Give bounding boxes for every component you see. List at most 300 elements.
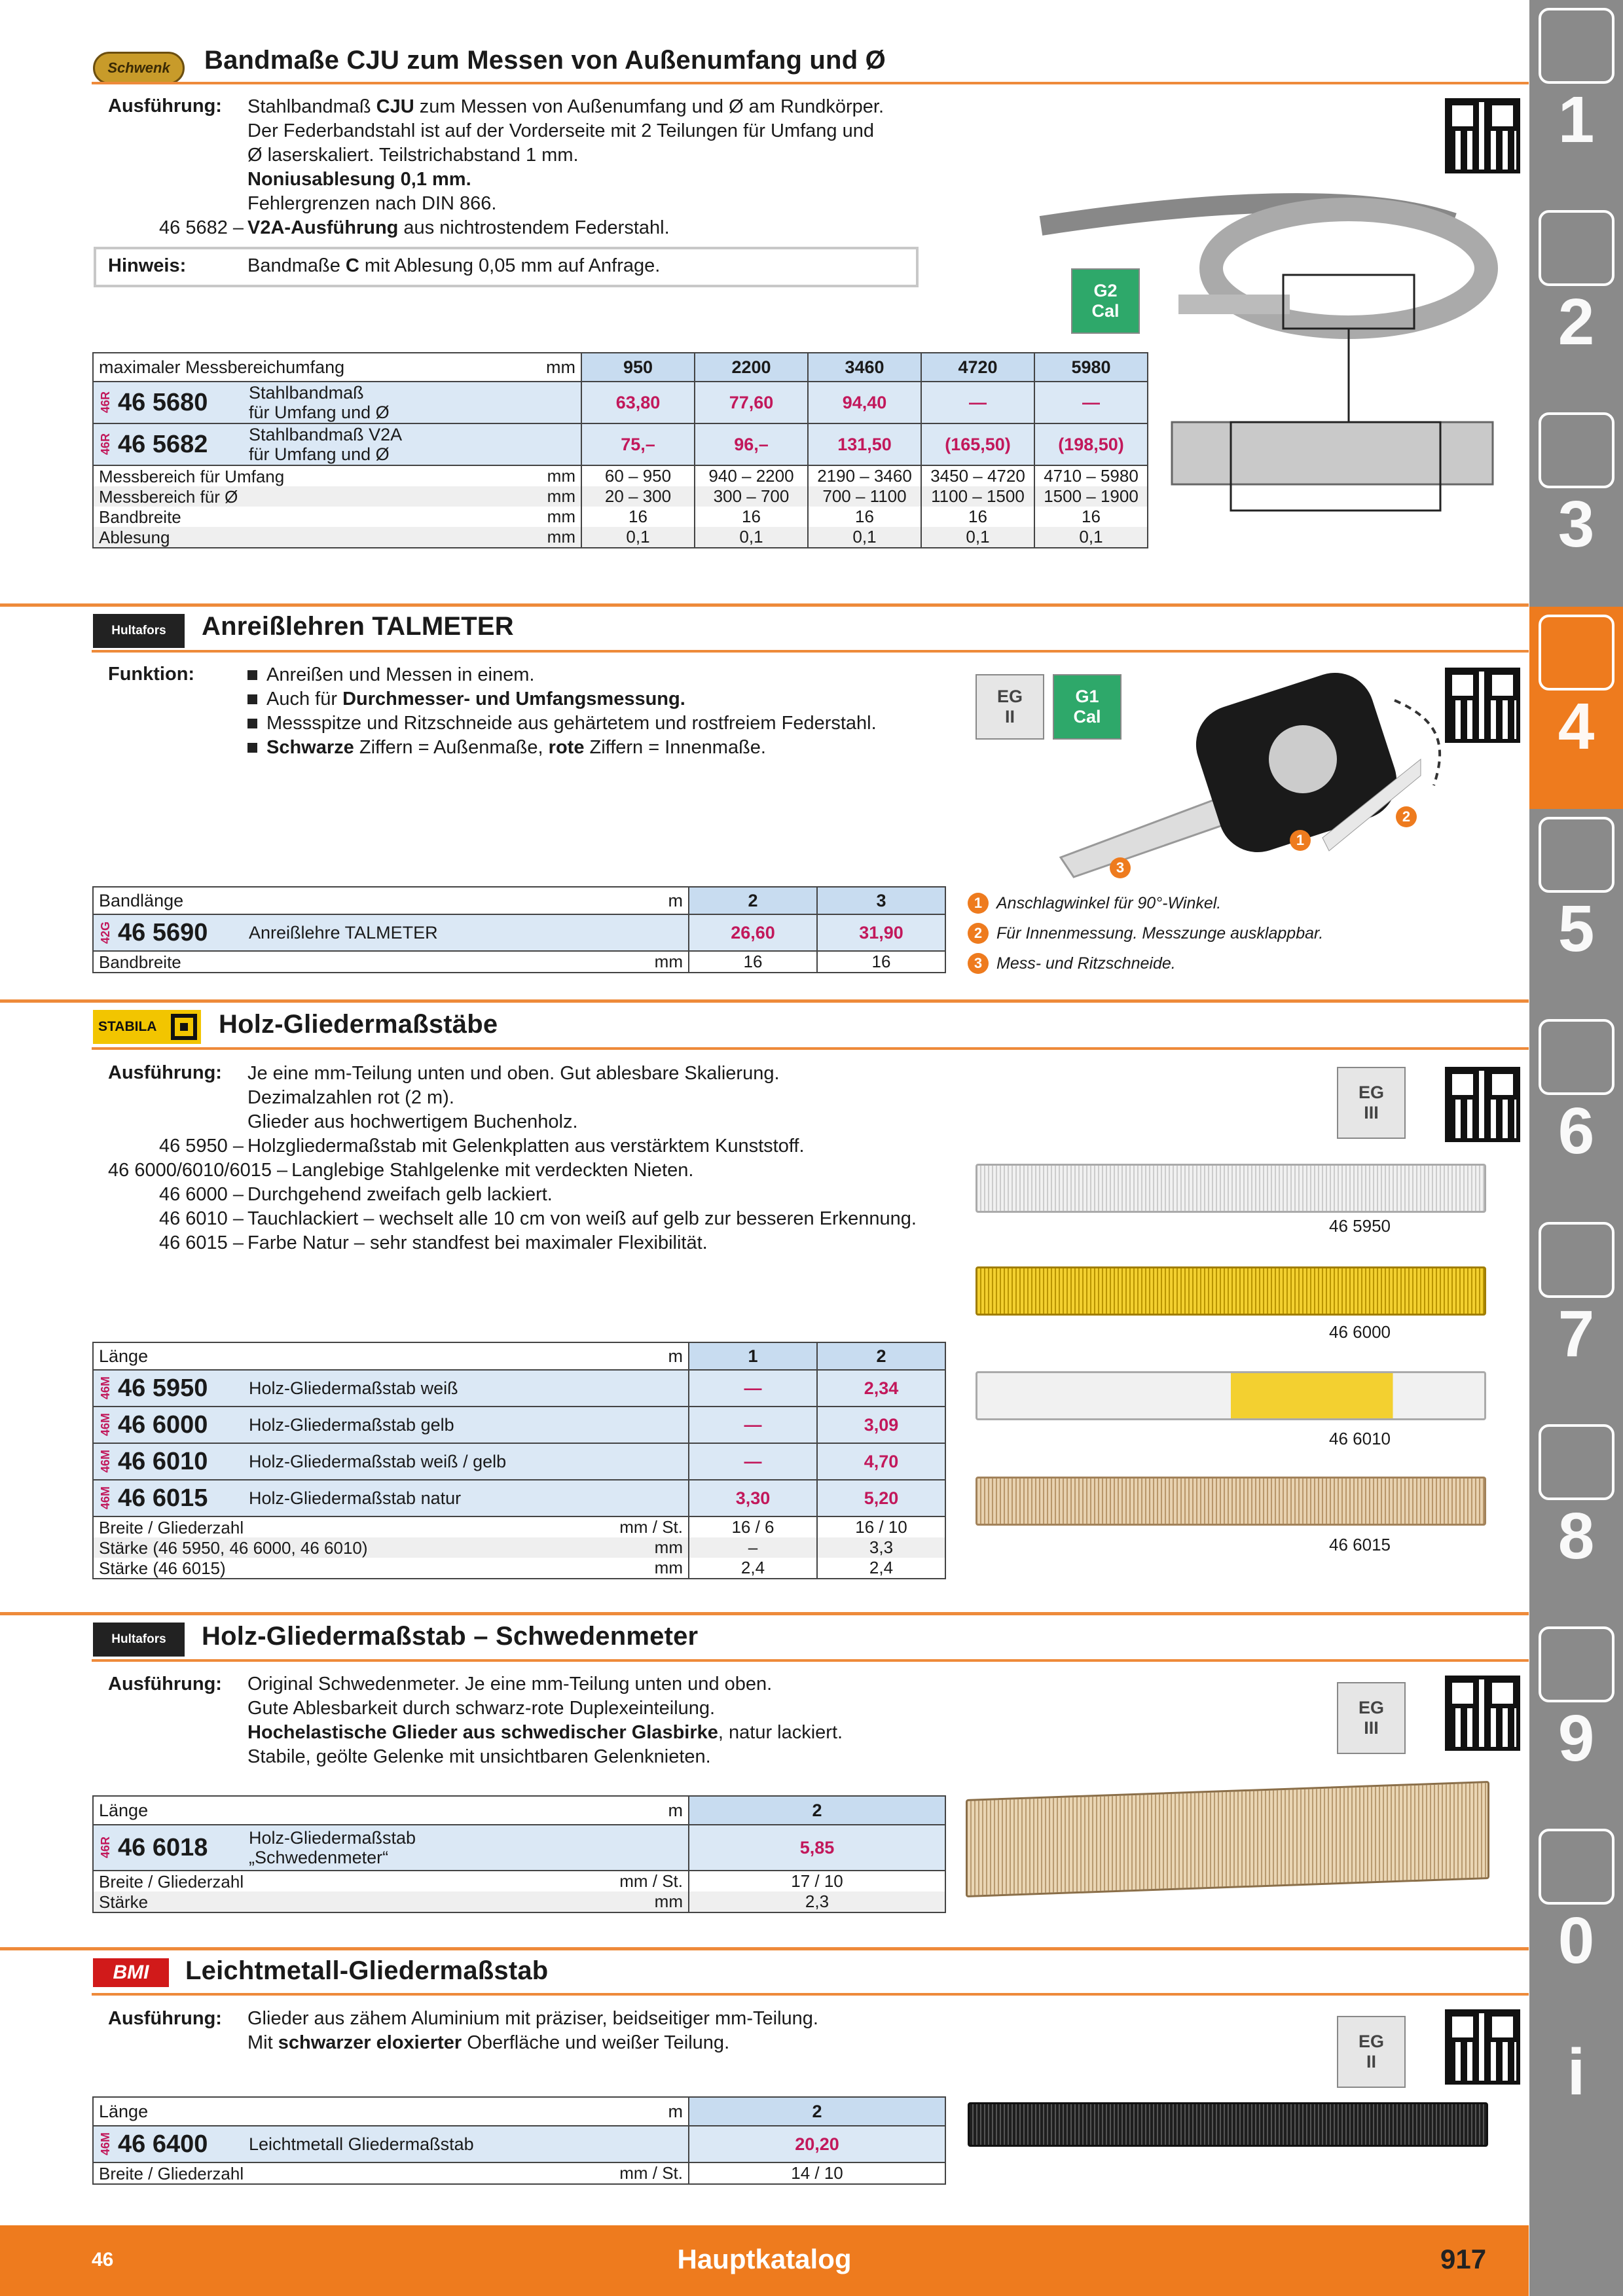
sidebar-tab-6[interactable]: [1529, 1011, 1623, 1213]
spec-label: Breite / Gliederzahl: [93, 1516, 614, 1537]
badge-line: Cal: [1091, 301, 1120, 321]
s5-description: [247, 2007, 818, 2055]
spec-row: [93, 2162, 945, 2184]
price-cell: 2,34: [817, 1370, 945, 1407]
spec-unit: mm: [614, 1892, 689, 1912]
spec-value: 60 – 950: [581, 465, 695, 486]
callout-marker-2: 2: [1396, 806, 1417, 827]
callout-marker-3: 3: [1110, 857, 1131, 878]
sidebar-tab-digit: 3: [1558, 488, 1595, 562]
s3-items: [108, 1134, 959, 1255]
price-cell: 96,–: [695, 423, 808, 465]
insert-icon: [1539, 210, 1614, 286]
bullet-text: Auch für Durchmesser- und Umfangsmessung.: [266, 689, 685, 709]
price-cell: —: [1034, 382, 1148, 423]
spec-value: 16: [1034, 507, 1148, 527]
price-cell: —: [689, 1443, 817, 1480]
price-cell: 94,40: [808, 382, 921, 423]
eg-badge-iii: [1337, 1067, 1406, 1139]
item-code: 46 5950 –: [158, 1136, 244, 1157]
eg-badge-ii: [976, 674, 1044, 740]
price-group: 46M: [99, 2132, 112, 2156]
price-cell: (165,50): [921, 423, 1034, 465]
callout-number: 2: [968, 923, 989, 944]
table-header-row: [93, 353, 1148, 382]
spec-unit: mm / St.: [614, 1871, 689, 1892]
spec-unit: mm: [536, 486, 581, 507]
item-code: 46 6010 –: [158, 1208, 244, 1229]
badge-line: G2: [1093, 281, 1118, 300]
s5-line: Glieder aus zähem Aluminium mit präziser, beidseitiger mm-Teilung.: [247, 2008, 818, 2029]
item-text: Tauchlackiert – wechselt alle 10 cm von weiß auf gelb zur besseren Erkennung.: [247, 1208, 917, 1229]
header-column: 4720: [921, 353, 1034, 382]
table-header-row: [93, 1342, 945, 1370]
callout-number: 1: [968, 893, 989, 914]
sidebar-tab-digit: 5: [1558, 892, 1595, 966]
price-cell: 5,20: [817, 1480, 945, 1516]
s1-v2a-code: 46 5682 –: [159, 217, 244, 238]
header-unit: m: [614, 2097, 689, 2126]
spec-unit: mm: [536, 527, 581, 548]
label-funktion: Funktion:: [108, 664, 195, 685]
spec-value: 16: [689, 951, 817, 973]
badge-line: EG: [1358, 2032, 1384, 2051]
spec-label: Messbereich für Umfang: [93, 465, 536, 486]
bullet-text: Schwarze Ziffern = Außenmaße, rote Ziffern = Innenmaße.: [266, 737, 766, 758]
sidebar-tab-8[interactable]: [1529, 1416, 1623, 1619]
spec-value: 16: [808, 507, 921, 527]
sidebar-tab-5[interactable]: [1529, 809, 1623, 1011]
spec-row: [93, 1871, 945, 1892]
product-code-cell: [93, 914, 244, 951]
sidebar-tab-3[interactable]: [1529, 404, 1623, 607]
talmeter-photo: [1054, 661, 1460, 884]
badge-line: II: [1366, 2052, 1376, 2072]
schwenk-logo: Schwenk: [93, 52, 185, 84]
header-column: 5980: [1034, 353, 1148, 382]
callout-2: [968, 923, 1323, 944]
product-code: 46 5682: [118, 430, 208, 458]
spec-value: 16: [817, 951, 945, 973]
price-cell: 131,50: [808, 423, 921, 465]
s3-description: [247, 1062, 780, 1134]
ruler-photo-466018: [966, 1781, 1489, 1897]
s1-v2a-text: V2A-Ausführung aus nichtrostendem Federstahl.: [247, 217, 670, 238]
photo-caption: 46 6015: [1329, 1535, 1391, 1554]
spec-value: 2,4: [817, 1558, 945, 1579]
product-code: 46 6000: [118, 1410, 208, 1439]
product-description: Stahlbandmaß für Umfang und Ø: [244, 382, 581, 423]
bmi-logo: BMI: [93, 1958, 169, 1987]
spec-value: 1100 – 1500: [921, 486, 1034, 507]
spec-label: Ablesung: [93, 527, 536, 548]
s4-line: Hochelastische Glieder aus schwedischer Glasbirke, natur lackiert.: [247, 1722, 843, 1743]
header-label: maximaler Messbereichumfang: [93, 353, 536, 382]
spec-value: 4710 – 5980: [1034, 465, 1148, 486]
label-ausfuehrung: Ausführung:: [108, 96, 222, 117]
product-row: [93, 423, 1148, 465]
eg-badge-iii: [1337, 1682, 1406, 1754]
callout-text: Für Innenmessung. Messzunge ausklappbar.: [996, 924, 1324, 942]
spec-value: 2,3: [689, 1892, 945, 1912]
price-cell: (198,50): [1034, 423, 1148, 465]
section-title-leichtmetall: Leichtmetall-Gliedermaßstab: [185, 1956, 549, 1985]
s3-line: Dezimalzahlen rot (2 m).: [247, 1087, 454, 1108]
product-description: Stahlbandmaß V2A für Umfang und Ø: [244, 423, 581, 465]
spec-label: Stärke (46 5950, 46 6000, 46 6010): [93, 1537, 614, 1558]
s1-line: Noniusablesung 0,1 mm.: [247, 169, 471, 190]
sidebar-tab-i[interactable]: [1529, 2023, 1623, 2225]
spec-value: 940 – 2200: [695, 465, 808, 486]
product-code-cell: [93, 1825, 244, 1871]
spec-label: Breite / Gliederzahl: [93, 2162, 614, 2184]
spec-row: [93, 465, 1148, 486]
price-cell: 5,85: [689, 1825, 945, 1871]
footer-page-right: 917: [1440, 2244, 1487, 2274]
s4-line: Gute Ablesbarkeit durch schwarz-rote Duplexeinteilung.: [247, 1698, 716, 1719]
price-cell: 75,–: [581, 423, 695, 465]
safety-icon: [1539, 1829, 1614, 1905]
spec-value: 16: [921, 507, 1034, 527]
header-label: Länge: [93, 2097, 614, 2126]
s3-item: [108, 1158, 959, 1183]
header-column: 2: [817, 1342, 945, 1370]
spec-label: Stärke (46 6015): [93, 1558, 614, 1579]
price-group: 46R: [99, 433, 112, 456]
product-row: [93, 382, 1148, 423]
s1-line: Fehlergrenzen nach DIN 866.: [247, 193, 497, 214]
product-code: 46 6015: [118, 1484, 208, 1512]
callout-1: [968, 893, 1221, 914]
footer-page-left: 46: [92, 2249, 114, 2270]
callout-text: Mess- und Ritzschneide.: [996, 954, 1176, 973]
sidebar-tab-2[interactable]: [1529, 202, 1623, 404]
table-leichtmetall: [92, 2096, 946, 2185]
price-group: 46M: [99, 1450, 112, 1473]
section-title-holz: Holz-Gliedermaßstäbe: [219, 1010, 498, 1039]
spec-value: 0,1: [808, 527, 921, 548]
badge-line: III: [1364, 1103, 1379, 1122]
s4-description: [247, 1672, 843, 1769]
hint-label: Hinweis:: [108, 255, 187, 276]
price-group: 46M: [99, 1376, 112, 1400]
photo-caption: 46 6010: [1329, 1429, 1391, 1448]
section-divider: [0, 603, 1529, 607]
footer-bar: [0, 2225, 1529, 2296]
spec-value: 3,3: [817, 1537, 945, 1558]
spec-row: [93, 1558, 945, 1579]
product-code: 46 5680: [118, 388, 208, 416]
hint-text: Bandmaße C mit Ablesung 0,05 mm auf Anfrage.: [247, 255, 661, 276]
saw-blade-icon: [1539, 817, 1614, 893]
qr-code-3: [1445, 1067, 1520, 1142]
s3-item: [108, 1183, 959, 1207]
price-cell: 4,70: [817, 1443, 945, 1480]
s2-bullets: [247, 663, 877, 760]
price-cell: 20,20: [689, 2126, 945, 2162]
badge-line: EG: [1358, 1698, 1384, 1717]
bullet-text: Anreißen und Messen in einem.: [266, 664, 535, 685]
bullet-text: Messspitze und Ritzschneide aus gehärtetem und rostfreiem Federstahl.: [266, 713, 877, 734]
section-divider: [92, 82, 1529, 84]
spec-unit: mm: [643, 951, 689, 973]
s3-item: [108, 1207, 959, 1231]
table-holz: [92, 1342, 946, 1579]
s3-item: [108, 1231, 959, 1255]
price-cell: —: [689, 1370, 817, 1407]
spec-row: [93, 1892, 945, 1912]
spec-unit: mm: [536, 507, 581, 527]
price-group: 46M: [99, 1486, 112, 1510]
s1-description: [247, 95, 884, 216]
footer-title: Hauptkatalog: [677, 2244, 852, 2274]
badge-line: G1: [1075, 687, 1099, 706]
toolbox-icon: [1539, 1424, 1614, 1500]
spec-value: 2,4: [689, 1558, 817, 1579]
spec-value: 0,1: [695, 527, 808, 548]
spec-value: 0,1: [1034, 527, 1148, 548]
s3-line: Je eine mm-Teilung unten und oben. Gut ablesbare Skalierung.: [247, 1063, 780, 1084]
item-text: Holzgliedermaßstab mit Gelenkplatten aus verstärktem Kunststoff.: [247, 1136, 805, 1157]
spec-value: 16: [581, 507, 695, 527]
price-group: 46M: [99, 1413, 112, 1437]
product-description: Leichtmetall Gliedermaßstab: [244, 2126, 689, 2162]
product-code: 46 5950: [118, 1374, 208, 1402]
spec-label: Breite / Gliederzahl: [93, 1871, 614, 1892]
product-code-cell: [93, 1407, 244, 1443]
callout-text: Anschlagwinkel für 90°-Winkel.: [996, 893, 1222, 912]
bullet-item: [247, 687, 877, 711]
badge-line: EG: [1358, 1083, 1384, 1102]
product-row: [93, 2126, 945, 2162]
s3-item: [108, 1134, 959, 1158]
sidebar-tab-9[interactable]: [1529, 1619, 1623, 1821]
s3-line: Glieder aus hochwertigem Buchenholz.: [247, 1111, 578, 1132]
bullet-item: [247, 663, 877, 687]
header-label: Länge: [93, 1796, 614, 1825]
label-ausfuehrung: Ausführung:: [108, 1062, 222, 1083]
badge-line: EG: [996, 687, 1023, 706]
section-divider: [0, 1612, 1529, 1615]
callout-3: [968, 953, 1176, 974]
spec-value: 20 – 300: [581, 486, 695, 507]
spec-unit: mm: [614, 1558, 689, 1579]
product-code: 46 5690: [118, 918, 208, 946]
spec-value: 2190 – 3460: [808, 465, 921, 486]
header-column: 1: [689, 1342, 817, 1370]
sidebar-tab-digit: 9: [1558, 1701, 1595, 1775]
table-header-row: [93, 1796, 945, 1825]
sidebar-tab-7[interactable]: [1529, 1214, 1623, 1416]
header-column: 2: [689, 887, 817, 914]
sidebar-tab-1[interactable]: [1529, 0, 1623, 202]
label-ausfuehrung: Ausführung:: [108, 1674, 222, 1695]
product-code: 46 6010: [118, 1447, 208, 1475]
spec-value: 16: [695, 507, 808, 527]
wrench-icon: [1539, 1019, 1614, 1095]
sidebar-tab-digit: 4: [1558, 690, 1595, 764]
product-code-cell: [93, 1443, 244, 1480]
sidebar-tab-digit: i: [1567, 2035, 1586, 2109]
sidebar-tab-digit: 1: [1558, 83, 1595, 156]
table-schwedenmeter: [92, 1795, 946, 1913]
spec-value: 16 / 10: [817, 1516, 945, 1537]
qr-code-1: [1445, 98, 1520, 173]
sidebar-tab-digit: 0: [1558, 1903, 1595, 1977]
item-code: 46 6000 –: [158, 1184, 244, 1205]
sidebar-tab-4[interactable]: [1529, 607, 1623, 809]
spec-value: –: [689, 1537, 817, 1558]
eg-badge-ii: [1337, 2016, 1406, 2088]
hultafors-logo: Hultafors: [93, 614, 185, 648]
section-divider: [0, 1947, 1529, 1950]
stabila-brand-text: STABILA: [98, 1019, 157, 1034]
s1-line: Ø laserskaliert. Teilstrichabstand 1 mm.: [247, 145, 579, 166]
spec-unit: mm / St.: [614, 1516, 689, 1537]
table-bandmasse: [92, 352, 1148, 548]
section-title-talmeter: Anreißlehren TALMETER: [202, 612, 514, 641]
spec-value: 1500 – 1900: [1034, 486, 1148, 507]
header-column: 2: [689, 1796, 945, 1825]
section-divider: [0, 999, 1529, 1003]
spec-value: 0,1: [581, 527, 695, 548]
product-row: [93, 914, 945, 951]
product-code: 46 6400: [118, 2130, 208, 2158]
spec-value: 16 / 6: [689, 1516, 817, 1537]
spec-value: 17 / 10: [689, 1871, 945, 1892]
sidebar-tab-digit: 2: [1558, 285, 1595, 359]
item-text: Langlebige Stahlgelenke mit verdeckten Nieten.: [291, 1160, 694, 1181]
product-code-cell: [93, 2126, 244, 2162]
product-row: [93, 1370, 945, 1407]
qr-code-5: [1445, 2009, 1520, 2085]
s5-line: Mit schwarzer eloxierter Oberfläche und weißer Teilung.: [247, 2032, 730, 2053]
header-column: 3460: [808, 353, 921, 382]
price-cell: 3,30: [689, 1480, 817, 1516]
product-description: Holz-Gliedermaßstab gelb: [244, 1407, 689, 1443]
s4-line: Original Schwedenmeter. Je eine mm-Teilung unten und oben.: [247, 1674, 773, 1695]
header-unit: m: [614, 1796, 689, 1825]
table-talmeter: [92, 886, 946, 973]
price-cell: —: [689, 1407, 817, 1443]
chuck-icon: [1539, 412, 1614, 488]
product-description: Holz-Gliedermaßstab natur: [244, 1480, 689, 1516]
product-row: [93, 1480, 945, 1516]
section-divider: [92, 1659, 1529, 1662]
price-cell: 3,09: [817, 1407, 945, 1443]
spec-label: Bandbreite: [93, 951, 643, 973]
price-cell: 26,60: [689, 914, 817, 951]
callout-number: 3: [968, 953, 989, 974]
spec-label: Messbereich für Ø: [93, 486, 536, 507]
ruler-photo-466015: [976, 1477, 1486, 1526]
header-column: 3: [817, 887, 945, 914]
spec-row: [93, 486, 1148, 507]
product-code-cell: [93, 1480, 244, 1516]
price-group: 46R: [99, 391, 112, 414]
spec-value: 3450 – 4720: [921, 465, 1034, 486]
item-text: Farbe Natur – sehr standfest bei maximaler Flexibilität.: [247, 1232, 708, 1253]
table-header-row: [93, 2097, 945, 2126]
stabila-mark-icon: [171, 1014, 197, 1040]
price-group: 42G: [99, 921, 112, 944]
badge-line: III: [1364, 1718, 1379, 1738]
header-column: 950: [581, 353, 695, 382]
spec-unit: mm / St.: [614, 2162, 689, 2184]
spec-label: Bandbreite: [93, 507, 536, 527]
caliper-icon: [1539, 615, 1614, 691]
ruler-photo-465950: [976, 1164, 1486, 1213]
ruler-photo-466400: [968, 2102, 1488, 2147]
header-label: Länge: [93, 1342, 614, 1370]
spec-label: Stärke: [93, 1892, 614, 1912]
label-ausfuehrung: Ausführung:: [108, 2008, 222, 2029]
sidebar-tab-digit: 8: [1558, 1499, 1595, 1573]
item-text: Durchgehend zweifach gelb lackiert.: [247, 1184, 553, 1205]
ruler-photo-466000: [976, 1266, 1486, 1316]
price-cell: 31,90: [817, 914, 945, 951]
product-row: [93, 1407, 945, 1443]
product-code-cell: [93, 423, 244, 465]
product-row: [93, 1825, 945, 1871]
stabila-logo: [93, 1010, 201, 1044]
badge-line: Cal: [1073, 707, 1101, 726]
pliers-icon: [1539, 1222, 1614, 1298]
spec-row: [93, 527, 1148, 548]
section-divider: [92, 650, 1529, 653]
item-code: 46 6000/6010/6015 –: [108, 1160, 288, 1181]
header-unit: mm: [536, 353, 581, 382]
product-row: [93, 1443, 945, 1480]
table-header-row: [93, 887, 945, 914]
item-code: 46 6015 –: [158, 1232, 244, 1253]
s1-line: Stahlbandmaß CJU zum Messen von Außenumfang und Ø am Rundkörper.: [247, 96, 884, 117]
photo-caption: 46 5950: [1329, 1216, 1391, 1236]
callout-marker-1: 1: [1290, 830, 1311, 851]
spec-row: [93, 951, 945, 973]
price-cell: 63,80: [581, 382, 695, 423]
sidebar-tab-0[interactable]: [1529, 1821, 1623, 2023]
cabinet-icon: [1539, 1626, 1614, 1702]
spec-value: 0,1: [921, 527, 1034, 548]
spec-value: 700 – 1100: [808, 486, 921, 507]
bullet-item: [247, 711, 877, 736]
price-cell: —: [921, 382, 1034, 423]
header-unit: m: [643, 887, 689, 914]
section-divider: [92, 1047, 1529, 1050]
header-column: 2200: [695, 353, 808, 382]
spec-unit: mm: [614, 1537, 689, 1558]
hultafors-logo: Hultafors: [93, 1623, 185, 1657]
spec-value: 300 – 700: [695, 486, 808, 507]
header-unit: m: [614, 1342, 689, 1370]
product-code: 46 6018: [118, 1833, 208, 1861]
product-code-cell: [93, 382, 244, 423]
header-column: 2: [689, 2097, 945, 2126]
ruler-photo-466010: [976, 1371, 1486, 1420]
spec-value: 14 / 10: [689, 2162, 945, 2184]
spec-row: [93, 507, 1148, 527]
product-description: Holz-Gliedermaßstab weiß: [244, 1370, 689, 1407]
badge-line: II: [1004, 707, 1015, 726]
spec-row: [93, 1516, 945, 1537]
spec-unit: mm: [536, 465, 581, 486]
price-group: 46R: [99, 1837, 112, 1859]
qr-code-4: [1445, 1676, 1520, 1751]
sidebar-tab-digit: 6: [1558, 1094, 1595, 1168]
section-divider: [92, 1993, 1529, 1996]
product-code-cell: [93, 1370, 244, 1407]
